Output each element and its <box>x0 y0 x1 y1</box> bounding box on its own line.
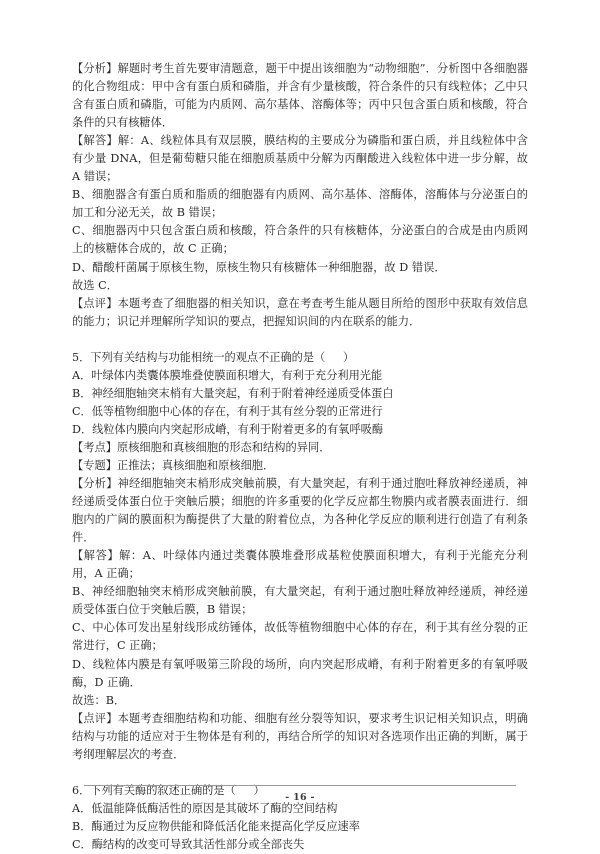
body-paragraph: 【解答】解：A、叶绿体内通过类囊体膜堆叠形成基粒使膜面积增大，有利于光能充分利用，A 正确； <box>72 549 528 581</box>
answer-option: B．酶通过为反应物供能和降低活化能来提高化学反应速率 <box>72 819 360 833</box>
answer-option: C．低等植物细胞中心体的存在，有利于其有丝分裂的正常进行 <box>72 404 383 418</box>
body-paragraph: 故选 C． <box>72 278 118 292</box>
answer-option: D．线粒体内膜向内突起形成嵴，有利于附着更多的有氧呼吸酶 <box>72 422 384 436</box>
footer-divider <box>84 785 516 786</box>
answer-option: B．神经细胞轴突末梢有大量突起，有利于附着神经递质受体蛋白 <box>72 386 394 400</box>
body-paragraph: C、细胞器丙中只包含蛋白质和核酸，符合条件的只有核糖体，分泌蛋白的合成是由内质网上的核糖体合成的，故 C 正确； <box>72 224 528 256</box>
body-paragraph: 故选：B． <box>72 693 126 707</box>
body-paragraph: 【点评】本题考查细胞结构和功能、细胞有丝分裂等知识，要求考生识记相关知识点，明确结构与功能的适应对于生物体是有利的，再结合所学的知识对各选项作出正确的判断，属于考纲理解层次的考查． <box>72 711 528 761</box>
answer-option: A．叶绿体内类囊体膜堆叠使膜面积增大，有利于充分利用光能 <box>72 368 383 382</box>
answer-option: A．低温能降低酶活性的原因是其破坏了酶的空间结构 <box>72 801 338 815</box>
body-paragraph: C、中心体可发出星射线形成纺锤体，故低等植物细胞中心体的存在，利于其有丝分裂的正常进行，C 正确； <box>72 621 528 653</box>
question-stem: 5．下列有关结构与功能相统一的观点不正确的是（ ） <box>72 350 355 364</box>
body-paragraph: B、细胞器含有蛋白质和脂质的细胞器有内质网、高尔基体、溶酶体，溶酶体与分泌蛋白的加工和分泌无关，故 B 错误； <box>72 188 528 220</box>
body-paragraph: 【分析】神经细胞轴突末梢形成突触前膜，有大量突起，有利于通过胞吐释放神经递质，神经递质受体蛋白位于突触后膜；细胞的许多重要的化学反应都生物膜内或者膜表面进行．细胞内的广阔的膜面积为酶提供了大量的附着位点，为各种化学反应的顺利进行创造了有利条件． <box>72 477 528 545</box>
body-paragraph: 【考点】原核细胞和真核细胞的形态和结构的异同． <box>72 440 331 454</box>
body-paragraph: 【专题】正推法；真核细胞和原核细胞． <box>72 458 275 472</box>
page-text-body <box>72 60 528 854</box>
body-paragraph: 【点评】本题考查了细胞器的相关知识，意在考查考生能从题目所给的图形中获取有效信息的能力；识记并理解所学知识的要点，把握知识间的内在联系的能力． <box>72 296 528 328</box>
body-paragraph: D、线粒体内膜是有氧呼吸第三阶段的场所，向内突起形成嵴，有利于附着更多的有氧呼吸酶，D 正确． <box>72 657 528 689</box>
body-paragraph: D、醋酸杆菌属于原核生物，原核生物只有核糖体一种细胞器，故 D 错误． <box>72 260 446 274</box>
body-paragraph: 【解答】解：A、线粒体具有双层膜，膜结构的主要成分为磷脂和蛋白质，并且线粒体中含有少量 DNA，但是葡萄糖只能在细胞质基质中分解为丙酮酸进入线粒体中进一步分解，故 A 错误； <box>72 134 528 184</box>
paragraph-spacer <box>72 764 528 782</box>
paragraph-spacer <box>72 331 528 349</box>
body-paragraph: 【分析】解题时考生首先要审清题意，题干中提出该细胞为“动物细胞”．分析图中各细胞器的化合物组成：甲中含有蛋白质和磷脂，并含有少量核酸，符合条件的只有线粒体；乙中只含有蛋白质和磷脂，可能为内质网、高尔基体、溶酶体等；丙中只包含蛋白质和核酸，符合条件的只有核糖体． <box>72 62 528 130</box>
body-paragraph: B、神经细胞轴突末梢形成突触前膜，有大量突起，有利于通过胞吐释放神经递质，神经递质受体蛋白位于突触后膜，B 错误； <box>72 585 528 617</box>
answer-option: C．酶结构的改变可导致其活性部分或全部丧失 <box>72 837 305 851</box>
page-number: - 16 - <box>285 792 315 803</box>
question-stem: 6．下列有关酶的叙述正确的是（ ） <box>72 783 265 797</box>
